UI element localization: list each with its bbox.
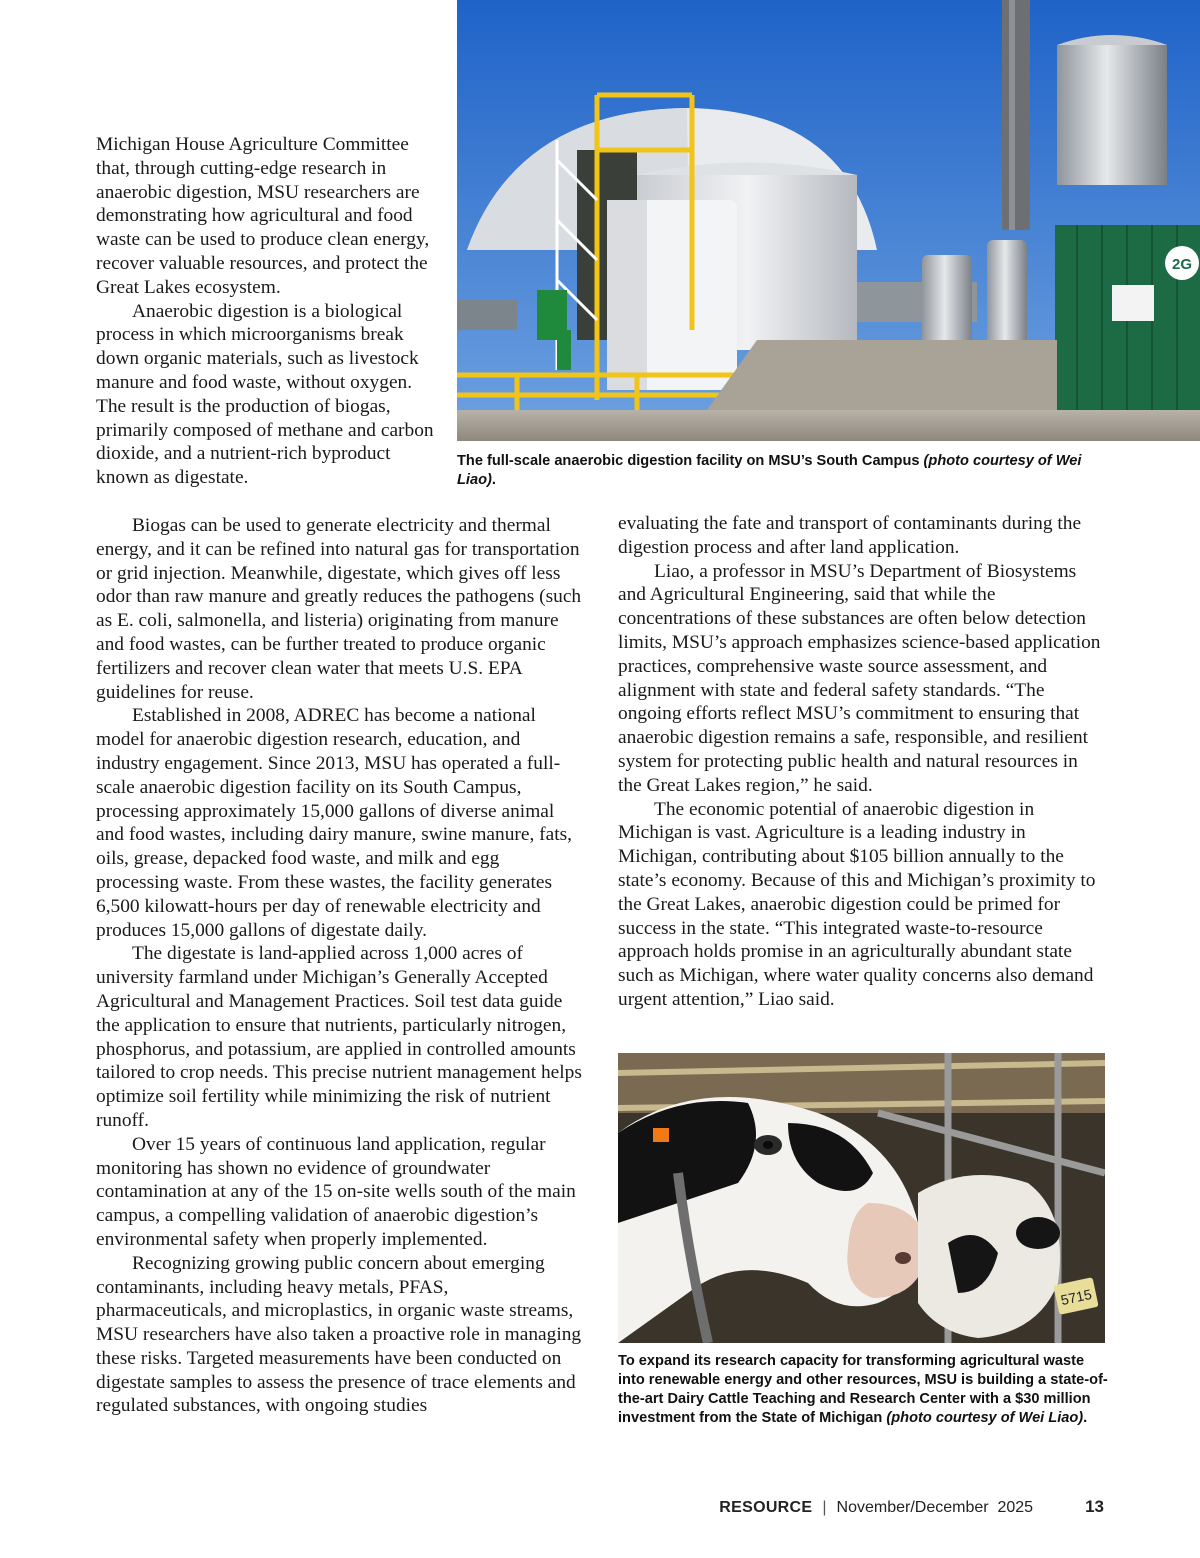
caption-text: The full-scale anaerobic digestion facility on MSU’s South Campus — [457, 453, 924, 469]
caption-text: To expand its research capacity for transforming agricultural waste into renewable energy and other resources, MSU is building a state-of-the-art Dairy Cattle Teaching and Research Center with a $30 million investment from the State of Michigan — [618, 1353, 1108, 1426]
facility-photo — [457, 0, 1200, 441]
paragraph: Liao, a professor in MSU’s Department of Biosystems and Agricultural Engineering, said that while the concentrations of these substances are often below detection limits, MSU’s approach emphasizes science-based application practices, comprehensive waste source assessment, and alignment with state and federal safety standards. “The ongoing efforts reflect MSU’s commitment to ensuring that anaerobic digestion remains a safe, responsible, and resilient system for protecting public health and natural resources in the Great Lakes region,” he said. — [618, 560, 1101, 796]
photo-credit: (photo courtesy of Wei Liao) — [457, 453, 1082, 488]
page-footer — [719, 1497, 1104, 1517]
caption-end: . — [491, 472, 496, 488]
facility-photo-caption — [457, 452, 1097, 490]
publication-name: RESOURCE — [719, 1499, 813, 1516]
footer-separator: | — [822, 1499, 827, 1516]
article-column-1-top — [96, 133, 436, 490]
article-column-2 — [618, 512, 1104, 1012]
paragraph: evaluating the fate and transport of contaminants during the digestion process and after land application. — [618, 513, 1082, 558]
issue-date: November/December 2025 — [836, 1499, 1034, 1516]
paragraph: Michigan House Agriculture Committee that, through cutting-edge research in anaerobic digestion, MSU researchers are demonstrating how agricultural and food waste can be used to produce clean energy, recover valuable resources, and protect the Great Lakes ecosystem. — [96, 134, 430, 298]
paragraph: The economic potential of anaerobic digestion in Michigan is vast. Agriculture is a leading industry in Michigan, contributing about $105 billion annually to the state’s economy. Because of this and Michigan’s proximity to the Great Lakes, anaerobic digestion could be primed for success in the state. “This integrated waste-to-resource approach holds promise in an agriculturally abundant state such as Michigan, where water quality concerns also demand urgent attention,” Liao said. — [618, 798, 1096, 1010]
dairy-cows-photo-caption — [618, 1352, 1108, 1428]
facility-photo-graphic — [457, 0, 1200, 441]
page-number: 13 — [1085, 1497, 1104, 1516]
ear-tag-number: 5715 — [1059, 1285, 1094, 1309]
paragraph: Anaerobic digestion is a biological process in which microorganisms break down organic materials, such as livestock manure and food waste, without oxygen. The result is the production of biogas, primarily composed of methane and carbon dioxide, and a nutrient-rich byproduct known as digestate. — [96, 300, 434, 489]
article-column-1 — [96, 514, 584, 1418]
dairy-cows-photo — [618, 1053, 1105, 1343]
caption-end: . — [1083, 1410, 1088, 1426]
dairy-cows-photo-graphic — [618, 1053, 1105, 1343]
generator-label: 2G — [1171, 256, 1193, 273]
paragraph: The digestate is land-applied across 1,000 acres of university farmland under Michigan’s Generally Accepted Agricultural and Management Practices. Soil test data guide the application to ensure that nutrients, particularly nitrogen, phosphorus, and potassium, are applied in controlled amounts tailored to crop needs. This precise nutrient management helps optimize soil fertility while minimizing the risk of nutrient runoff. — [96, 943, 582, 1131]
paragraph: Established in 2008, ADREC has become a national model for anaerobic digestion research, education, and industry engagement. Since 2013, MSU has operated a full-scale anaerobic digestion facility on its South Campus, processing approximately 15,000 gallons of diverse animal and food wastes, including dairy manure, swine manure, fats, oils, grease, depacked food waste, and milk and egg processing waste. From these wastes, the facility generates 6,500 kilowatt-hours per day of renewable electricity and produces 15,000 gallons of digestate daily. — [96, 705, 573, 941]
paragraph: Biogas can be used to generate electricity and thermal energy, and it can be refined into natural gas for transportation or grid injection. Meanwhile, digestate, which gives off less odor than raw manure and greatly reduces the pathogens (such as E. coli, salmonella, and listeria) originating from manure and food wastes, can be further treated to produce organic fertilizers and recover clean water that meets U.S. EPA guidelines for reuse. — [96, 515, 582, 703]
photo-credit: (photo courtesy of Wei Liao) — [886, 1410, 1084, 1426]
paragraph: Recognizing growing public concern about emerging contaminants, including heavy metals, PFAS, pharmaceuticals, and microplastics, in organic waste streams, MSU researchers have also taken a proactive role in managing these risks. Targeted measurements have been conducted on digestate samples to assess the presence of trace elements and regulated substances, with ongoing studies — [96, 1252, 582, 1417]
paragraph: Over 15 years of continuous land application, regular monitoring has shown no evidence of groundwater contamination at any of the 15 on-site wells south of the main campus, a compelling validation of anaerobic digestion’s environmental safety when properly implemented. — [96, 1133, 576, 1250]
